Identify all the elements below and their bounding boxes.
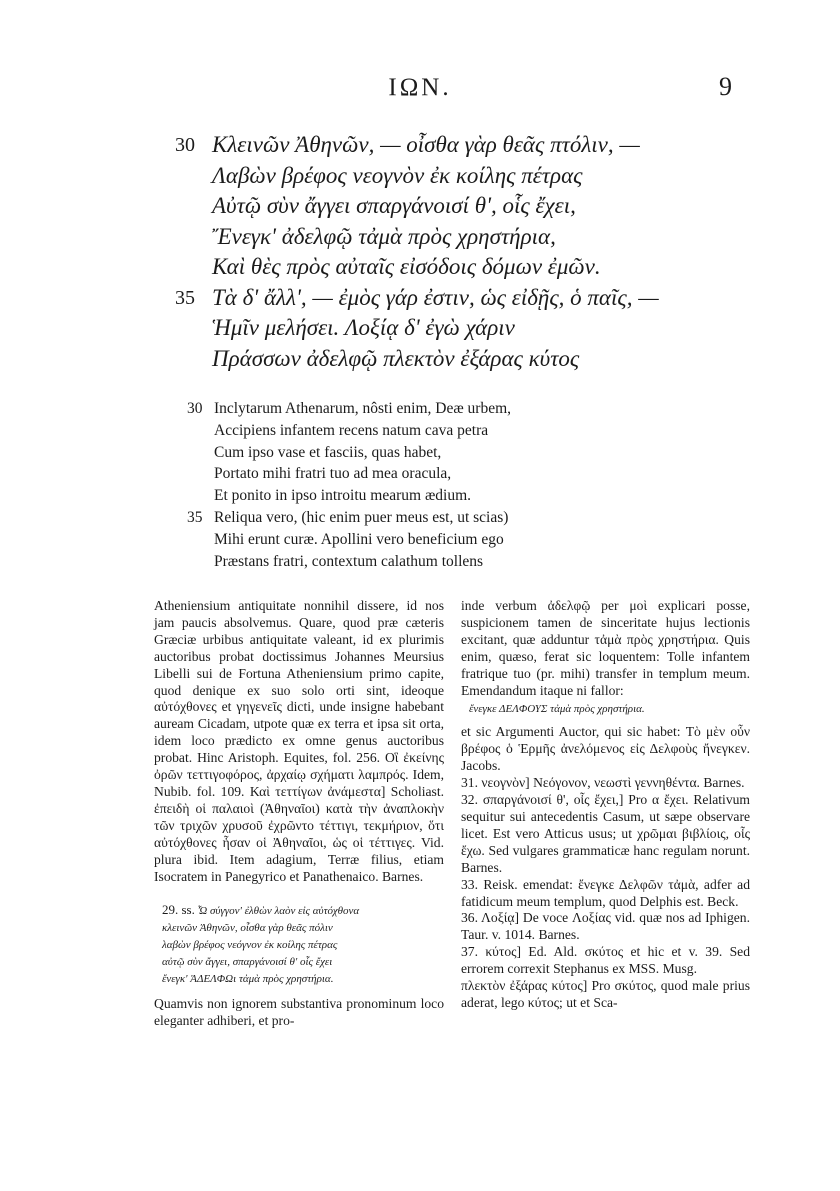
line-number [175, 344, 212, 375]
translation-line [187, 398, 707, 420]
translation-line [187, 463, 707, 485]
quotation-line: κλεινῶν Ἀθηνῶν, οἶσθα γὰρ θεᾶς πόλιν [162, 922, 333, 935]
note-32: 32. σπαργάνοισί θ', οἷς ἔχει,] Pro α ἔχει. Relativum sequitur sui antecedentis Casum, ut sæpe observare licet. Est vero Atticus usus; ut χρῶμαι βιβλίοις, οἷς ἔχω. Sed vulgares grammaticæ hanc regulam norunt. Barnes. [461, 792, 750, 875]
note-29-quotation [154, 901, 444, 988]
line-number [187, 485, 214, 507]
line-number: 35 [187, 508, 203, 526]
translation-text: Cum ipso vase et fasciis, quas habet, [214, 443, 442, 461]
latin-translation-block [187, 398, 707, 572]
translation-text: Accipiens infantem recens natum cava petra [214, 421, 489, 439]
verse-text: Λαβὼν βρέφος νεογνὸν ἐκ κοίλης πέτρας [212, 162, 583, 188]
quotation-line [162, 901, 444, 920]
greek-verse-block [175, 130, 755, 374]
note-paragraph: Quamvis non ignorem substantiva pronominum loco eleganter adhiberi, et pro- [154, 996, 444, 1029]
verse-text: Ἡμῖν μελήσει. Λοξίᾳ δ' ἐγὼ χάριν [212, 315, 515, 340]
translation-line [187, 420, 707, 442]
note-36: 36. Λοξίᾳ] De voce Λοξίας vid. quæ nos ad Iphigen. Taur. v. 1014. Barnes. [461, 910, 750, 943]
verse-line [175, 252, 755, 283]
verse-line [175, 191, 755, 222]
translation-line [187, 529, 707, 551]
quotation-line: λαβὼν βρέφος νεόγνον ἐκ κοίλης πέτρας [162, 939, 338, 952]
running-title: ΙΩΝ. [388, 74, 452, 101]
spacer [154, 885, 444, 895]
line-number [187, 442, 214, 464]
notes-right-column [461, 598, 750, 1012]
verse-text: Κλεινῶν Ἀθηνῶν, — οἶσθα γὰρ θεᾶς πτόλιν, — [212, 132, 640, 157]
verse-text: Ἔνεγκ' ἀδελφῷ τἀμὰ πρὸς χρηστήρια, [212, 223, 556, 249]
verse-text: Καὶ θὲς πρὸς αὐταῖς εἰσόδοις δόμων ἐμῶν. [212, 254, 601, 279]
quotation-line: αὐτῷ σὺν ἄγγει, σπαργάνοισί θ' οἷς ἔχει [162, 956, 333, 969]
quotation-text: Ὦ σύγγον' ἐλθὼν λαὸν εἰς αὐτόχθονα [197, 905, 360, 918]
translation-text: Reliqua vero, (hic enim puer meus est, ut scias) [214, 508, 509, 526]
translation-text: Mihi erunt curæ. Apollini vero beneficium ego [214, 530, 504, 548]
note-paragraph: inde verbum ἀδελφῷ per μοὶ explicari posse, suspicionem tamen de sinceritate hujus lectionis excitant, quæ adduntur τἀμὰ πρὸς χρηστήρια. Quis enim, quæso, ferat sic loquentem: Tolle infantem fratrique tuo (pr. mihi) transfer in templum meum. Emendandum itaque ni fallor: [461, 598, 750, 698]
line-number [175, 191, 212, 222]
line-number: 30 [187, 400, 203, 417]
notes-left-column [154, 598, 444, 1030]
note-37: 37. κύτος] Ed. Ald. σκύτος et hic et v. 39. Sed errorem correxit Stephanus ex MSS. Musg. [461, 944, 750, 977]
page-number: 9 [719, 72, 732, 101]
translation-text: Et ponito in ipso introitu mearum ædium. [214, 487, 472, 505]
line-number: 30 [175, 134, 195, 156]
verse-text: Πράσσων ἀδελφῷ πλεκτὸν ἐξάρας κύτος [212, 345, 580, 371]
line-number [175, 252, 212, 283]
verse-line [175, 344, 755, 375]
line-number: 35 [175, 286, 195, 309]
line-number [175, 313, 212, 344]
note-paragraph: Atheniensium antiquitate nonnihil dissere, id nos jam paucis absolvemus. Quare, quod præ cæteris Græciæ urbibus antiquitate valeant, id ex plurimis auctoribus probat doctissimus Johannes Meursius Libelli sui de Fortuna Atheniensium primo capite, quod denique ex suo solo orti sint, ideoque αὐτόχθονες et γηγενεῖς dicti, unde insigne habebant auream Cicadam, utpote quæ ex terra et ipsa sit orta, idem loco prædicto ex omne genus auctoribus probat. Hinc Aristoph. Equites, fol. 256. Οἳ ἐκείνης ὀρῶν τεττιγοφόρος, ἀρχαίῳ σχήματι λαμπρός. Idem, Nubib. fol. 109. Καὶ τεττίγων ἀνάμεστα] Scholiast. ἐπειδὴ οἱ παλαιοὶ (Ἀθηναῖοι) κατὰ τὴν ἀναπλοκὴν τῶν τριχῶν χρυσοῦ ἐχρῶντο τέττιγι, τεκμήριον, ὅτι αὐτόχθονες ἦσαν οἱ Ἀθηναῖοι, ὡς οἱ τέττιγες. Vid. plura ibid. Item adagium, Terræ filius, etiam Isocratem in Panegyrico et Panathenaico. Barnes. [154, 598, 444, 884]
quotation-line: ἔνεγκ' ἈΔΕΛΦΩι τἀμὰ πρὸς χρηστήρια. [162, 973, 334, 986]
note-label: 29. ss. [162, 902, 195, 918]
verse-line [175, 161, 755, 192]
line-number [187, 463, 214, 485]
line-number [175, 222, 212, 253]
verse-text: Τὰ δ' ἄλλ', — ἐμὸς γάρ ἐστιν, ὡς εἰδῇς, ὁ παῖς, — [212, 284, 659, 310]
note-paragraph: et sic Argumenti Auctor, qui sic habet: Τὸ μὲν οὖν βρέφος ὁ Ἑρμῆς ἀνελόμενος εἰς Δελφοὺς ἤνεγκεν. Jacobs. [461, 724, 750, 774]
translation-text: Præstans fratri, contextum calathum tollens [214, 552, 484, 570]
translation-line [187, 442, 707, 464]
translation-line [187, 507, 707, 529]
translation-line [187, 485, 707, 507]
translation-line [187, 551, 707, 573]
line-number [187, 420, 214, 442]
verse-line [175, 283, 755, 314]
translation-text: Portato mihi fratri tuo ad mea oracula, [214, 465, 452, 483]
line-number [175, 161, 212, 192]
line-number [187, 529, 214, 551]
note-31: 31. νεογνὸν] Νεόγονον, νεωστὶ γεννηθέντα. Barnes. [461, 775, 745, 791]
verse-line [175, 222, 755, 253]
translation-text: Inclytarum Athenarum, nôsti enim, Deæ urbem, [214, 400, 512, 417]
verse-text: Αὐτῷ σὺν ἄγγει σπαργάνοισί θ', οἷς ἔχει, [212, 193, 576, 218]
verse-line [175, 313, 755, 344]
verse-line [175, 130, 755, 161]
emendation-line: ἔνεγκε ΔΕΛΦΟΥΣ τἀμὰ πρὸς χρηστήρια. [469, 703, 645, 716]
note-33: 33. Reisk. emendat: ἔνεγκε Δελφῶν τἀμὰ, adfer ad fatidicum meum templum, quod Delphis est. Beck. [461, 876, 750, 909]
line-number [187, 551, 214, 573]
note-37-continued: πλεκτὸν ἐξάρας κύτος] Pro σκύτος, quod male prius aderat, lego κύτος; ut et Sca- [461, 978, 750, 1010]
